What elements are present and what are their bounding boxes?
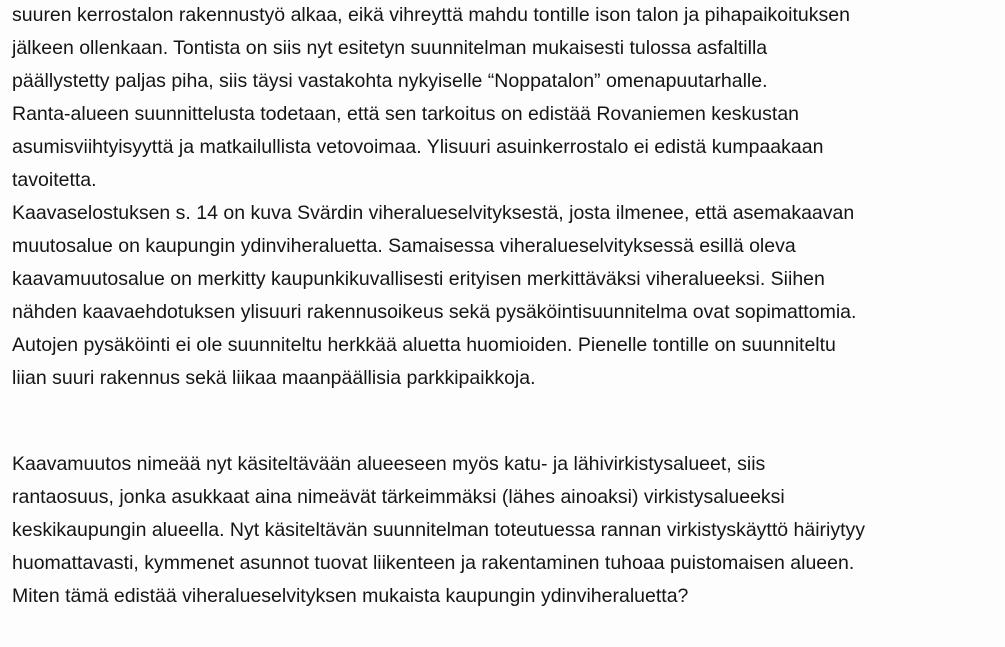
text-line: Autojen pysäköinti ei ole suunniteltu herkkää aluetta huomioiden. Pienelle tontille on suunniteltu xyxy=(12,334,836,356)
text-line: muutosalue on kaupungin ydinviheraluetta. Samaisessa viheralueselvityksessä esillä oleva xyxy=(12,235,796,257)
text-line: päällystetty paljas piha, siis täysi vastakohta nykyiselle “Noppatalon” omenapuutarhalle. xyxy=(12,70,768,92)
text-line: huomattavasti, kymmenet asunnot tuovat liikenteen ja rakentaminen tuhoaa puistomaisen alueen. xyxy=(12,552,855,574)
text-line: suuren kerrostalon rakennustyö alkaa, eikä vihreyttä mahdu tontille ison talon ja pihapaikoituksen xyxy=(12,4,850,26)
text-line: Miten tämä edistää viheralueselvityksen mukaista kaupungin ydinviheraluetta? xyxy=(12,585,689,607)
text-line: rantaosuus, jonka asukkaat aina nimeävät tärkeimmäksi (lähes ainoaksi) virkistysalueeksi xyxy=(12,486,785,508)
text-line: tavoitetta. xyxy=(12,169,97,191)
text-line: keskikaupungin alueella. Nyt käsiteltävän suunnitelman toteutuessa rannan virkistyskäyttö häiriytyy xyxy=(12,519,866,541)
text-line: Kaavamuutos nimeää nyt käsiteltävään alueeseen myös katu- ja lähivirkistysalueet, siis xyxy=(12,453,766,475)
text-line: asumisviihtyisyyttä ja matkailullista vetovoimaa. Ylisuuri asuinkerrostalo ei edistä kumpaakaan xyxy=(12,136,824,158)
text-line: liian suuri rakennus sekä liikaa maanpäällisia parkkipaikkoja. xyxy=(12,367,536,389)
text-line: jälkeen ollenkaan. Tontista on siis nyt esitetyn suunnitelman mukaisesti tulossa asfaltilla xyxy=(12,37,768,59)
text-line: nähden kaavaehdotuksen ylisuuri rakennusoikeus sekä pysäköintisuunnitelma ovat sopimattomia. xyxy=(12,301,857,323)
text-line: Ranta-alueen suunnittelusta todetaan, että sen tarkoitus on edistää Rovaniemen keskustan xyxy=(12,103,800,125)
text-line: Kaavaselostuksen s. 14 on kuva Svärdin viheralueselvityksestä, josta ilmenee, että asemakaavan xyxy=(12,202,855,224)
text-line: kaavamuutosalue on merkitty kaupunkikuvallisesti erityisen merkittäväksi viheralueeksi. Siihen xyxy=(12,268,825,290)
